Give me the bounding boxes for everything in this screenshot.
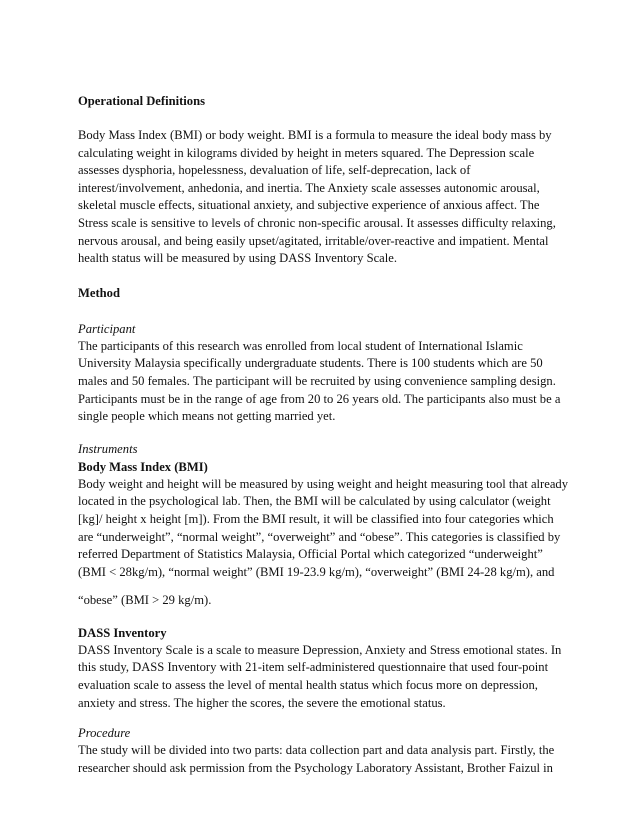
text-line: The study will be divided into two parts: data collection part and data analysis part. Firstly, the: [78, 743, 555, 758]
text-line: anxiety and stress. The higher the scores, the severe the emotional status.: [78, 695, 446, 710]
text-line: “obese” (BMI > 29 kg/m).: [78, 593, 212, 608]
text-line: nervous arousal, and being easily upset/agitated, irritable/over-reactive and impatient. Mental: [78, 233, 549, 248]
text-line: Stress scale is sensitive to levels of chronic non-specific arousal. It assesses difficulty relaxing,: [78, 215, 556, 230]
heading-procedure: Procedure: [78, 726, 131, 741]
text-line: The participants of this research was enrolled from local student of International Islamic: [78, 338, 523, 353]
text-line: University Malaysia specifically undergraduate students. There is 100 students which are 50: [78, 356, 543, 371]
text-line: are “underweight”, “normal weight”, “overweight” and “obese”. This categories is classified by: [78, 529, 561, 544]
text-line: health status will be measured by using DASS Inventory Scale.: [78, 251, 397, 266]
paragraph-bmi: [78, 476, 568, 582]
paragraph-procedure: [78, 742, 568, 777]
text-line: skeletal muscle effects, situational anxiety, and subjective experience of anxious affect. The: [78, 198, 540, 213]
text-line: DASS Inventory Scale is a scale to measure Depression, Anxiety and Stress emotional states. In: [78, 642, 562, 657]
paragraph-operational-definitions: [78, 127, 568, 268]
text-line: [kg]/ height x height [m]). From the BMI result, it will be classified into four categories which: [78, 511, 554, 526]
text-line: researcher should ask permission from the Psychology Laboratory Assistant, Brother Faizul in: [78, 760, 553, 775]
heading-instruments: Instruments: [78, 441, 138, 456]
heading-bmi: Body Mass Index (BMI): [78, 459, 208, 474]
text-line: evaluation scale to assess the level of mental health status which focus more on depression,: [78, 678, 538, 693]
text-line: males and 50 females. The participant will be recruited by using convenience sampling design.: [78, 373, 556, 388]
text-line: Participants must be in the range of age from 20 to 26 years old. The participants also must be a: [78, 391, 561, 406]
heading-method: Method: [78, 285, 120, 300]
text-line: single people which means not getting married yet.: [78, 409, 336, 424]
heading-dass-inventory: DASS Inventory: [78, 625, 167, 640]
text-line: located in the psychological lab. Then, the BMI will be calculated by using calculator (weight: [78, 494, 551, 509]
heading-operational-definitions: Operational Definitions: [78, 94, 205, 108]
text-line: Body weight and height will be measured by using weight and height measuring tool that already: [78, 476, 569, 491]
text-line: referred Department of Statistics Malaysia, Official Portal which categorized “underweight”: [78, 547, 543, 562]
text-line: (BMI < 28kg/m), “normal weight” (BMI 19-23.9 kg/m), “overweight” (BMI 24-28 kg/m), and: [78, 564, 555, 579]
text-line: assesses dysphoria, hopelessness, devaluation of life, self-deprecation, lack of: [78, 163, 471, 178]
paragraph-dass-inventory: [78, 642, 568, 712]
paragraph-participant: [78, 338, 568, 426]
text-line: this study, DASS Inventory with 21-item self-administered questionnaire that used four-point: [78, 660, 549, 675]
heading-participant: Participant: [78, 321, 136, 336]
paragraph-bmi-end: [78, 592, 568, 610]
text-line: Body Mass Index (BMI) or body weight. BMI is a formula to measure the ideal body mass by: [78, 128, 552, 142]
text-line: interest/involvement, anhedonia, and inertia. The Anxiety scale assesses autonomic arousal,: [78, 180, 540, 195]
text-line: calculating weight in kilograms divided by height in meters squared. The Depression scale: [78, 145, 535, 160]
